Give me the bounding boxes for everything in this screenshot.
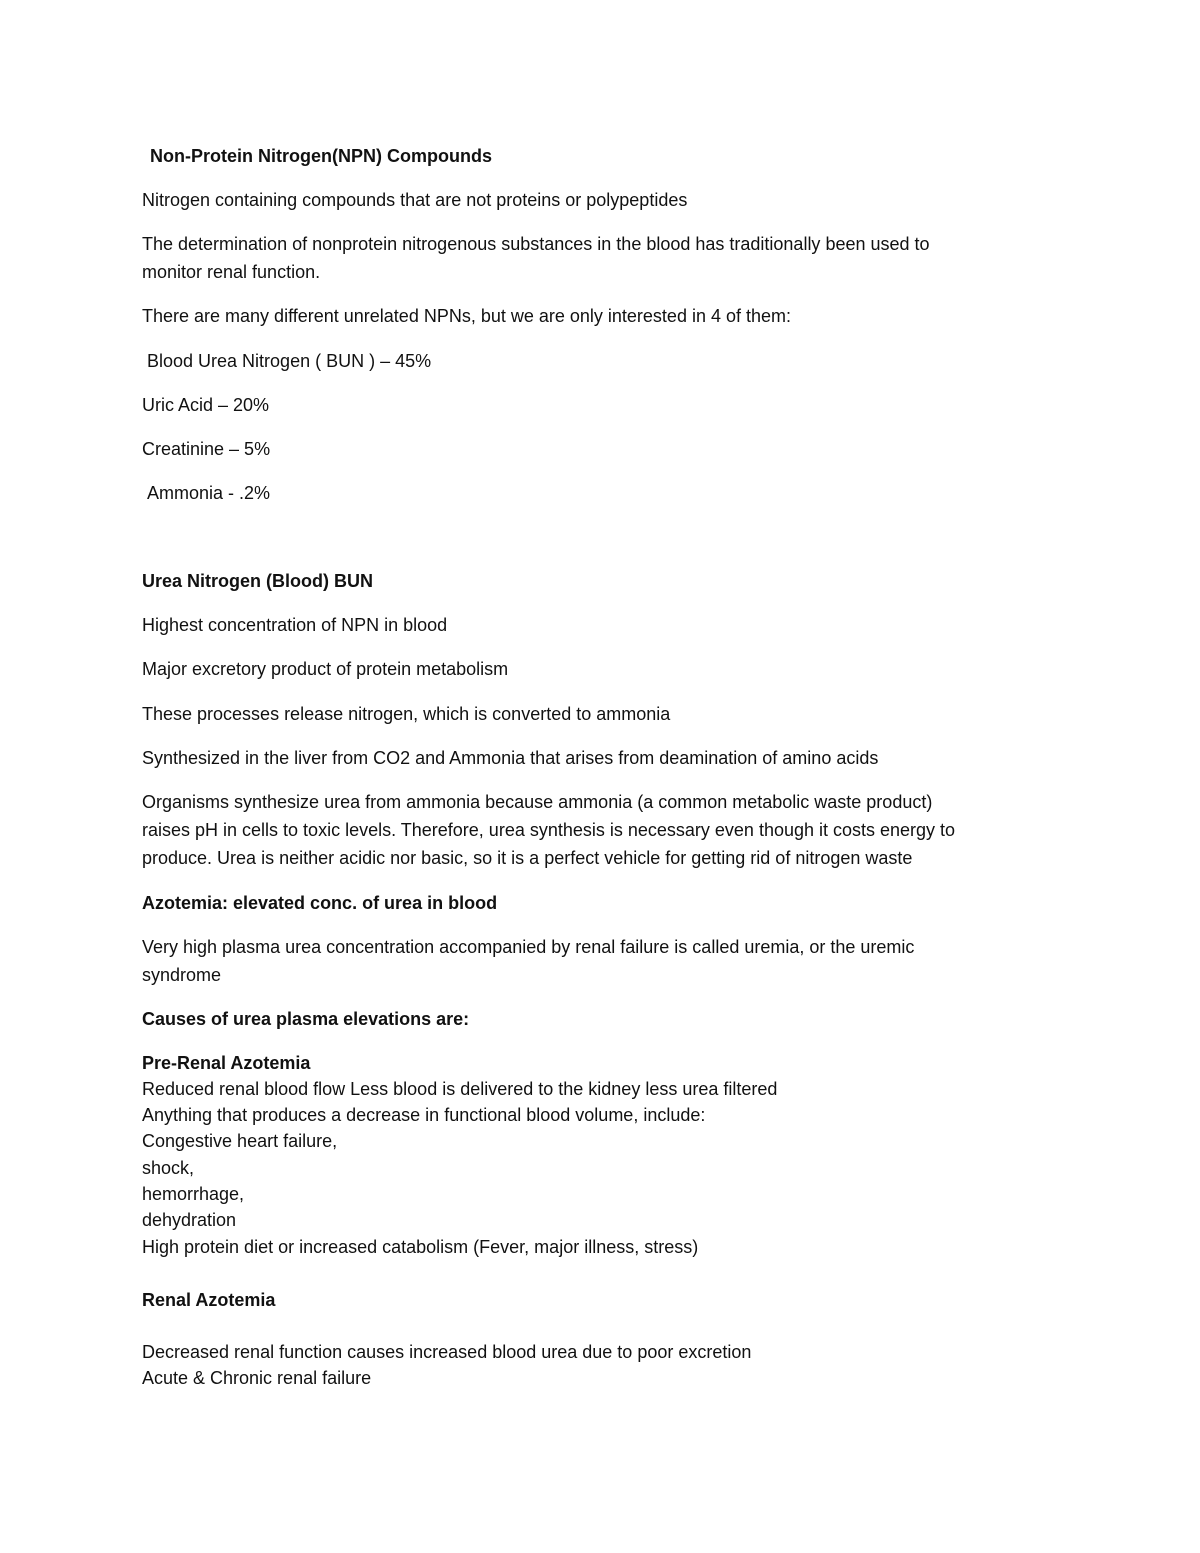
prerenal-line: dehydration xyxy=(142,1210,237,1230)
bun-title: Urea Nitrogen (Blood) BUN xyxy=(142,571,373,591)
prerenal-line: Anything that produces a decrease in functional blood volume, include: xyxy=(142,1105,706,1125)
renal-line: Decreased renal function causes increased blood urea due to poor excretion xyxy=(142,1342,752,1362)
npn-item-ammonia: Ammonia - .2% xyxy=(147,483,271,503)
npn-title: Non-Protein Nitrogen(NPN) Compounds xyxy=(150,146,492,166)
prerenal-line: hemorrhage, xyxy=(142,1184,245,1204)
npn-item-creatinine: Creatinine – 5% xyxy=(142,439,271,459)
prerenal-line: Reduced renal blood flow Less blood is delivered to the kidney less urea filtered xyxy=(142,1079,778,1099)
npn-interest: There are many different unrelated NPNs, but we are only interested in 4 of them: xyxy=(142,306,792,326)
prerenal-title: Pre-Renal Azotemia xyxy=(142,1053,311,1073)
bun-point: Highest concentration of NPN in blood xyxy=(142,615,448,635)
bun-organisms-line: raises pH in cells to toxic levels. Therefore, urea synthesis is necessary even though it costs energy to xyxy=(142,820,956,840)
prerenal-line: shock, xyxy=(142,1158,195,1178)
npn-item-uric-acid: Uric Acid – 20% xyxy=(142,395,270,415)
prerenal-line: Congestive heart failure, xyxy=(142,1131,338,1151)
bun-organisms-line: Organisms synthesize urea from ammonia because ammonia (a common metabolic waste product) xyxy=(142,792,933,812)
bun-organisms-line: produce. Urea is neither acidic nor basic, so it is a perfect vehicle for getting rid of nitrogen waste xyxy=(142,848,913,868)
npn-definition: Nitrogen containing compounds that are not proteins or polypeptides xyxy=(142,190,688,210)
prerenal-line: High protein diet or increased catabolism (Fever, major illness, stress) xyxy=(142,1237,699,1257)
npn-determination-line1: The determination of nonprotein nitrogenous substances in the blood has traditionally been used to xyxy=(142,234,930,254)
npn-item-bun: Blood Urea Nitrogen ( BUN ) – 45% xyxy=(147,351,432,371)
npn-determination-line2: monitor renal function. xyxy=(142,262,321,282)
uremia-line: syndrome xyxy=(142,965,222,985)
causes-heading: Causes of urea plasma elevations are: xyxy=(142,1009,470,1029)
uremia-line: Very high plasma urea concentration accompanied by renal failure is called uremia, or the uremic xyxy=(142,937,915,957)
bun-point: Major excretory product of protein metabolism xyxy=(142,659,509,679)
renal-line: Acute & Chronic renal failure xyxy=(142,1368,372,1388)
renal-title: Renal Azotemia xyxy=(142,1290,276,1310)
bun-point: These processes release nitrogen, which is converted to ammonia xyxy=(142,704,671,724)
azotemia-heading: Azotemia: elevated conc. of urea in blood xyxy=(142,893,498,913)
bun-point: Synthesized in the liver from CO2 and Ammonia that arises from deamination of amino acids xyxy=(142,748,879,768)
